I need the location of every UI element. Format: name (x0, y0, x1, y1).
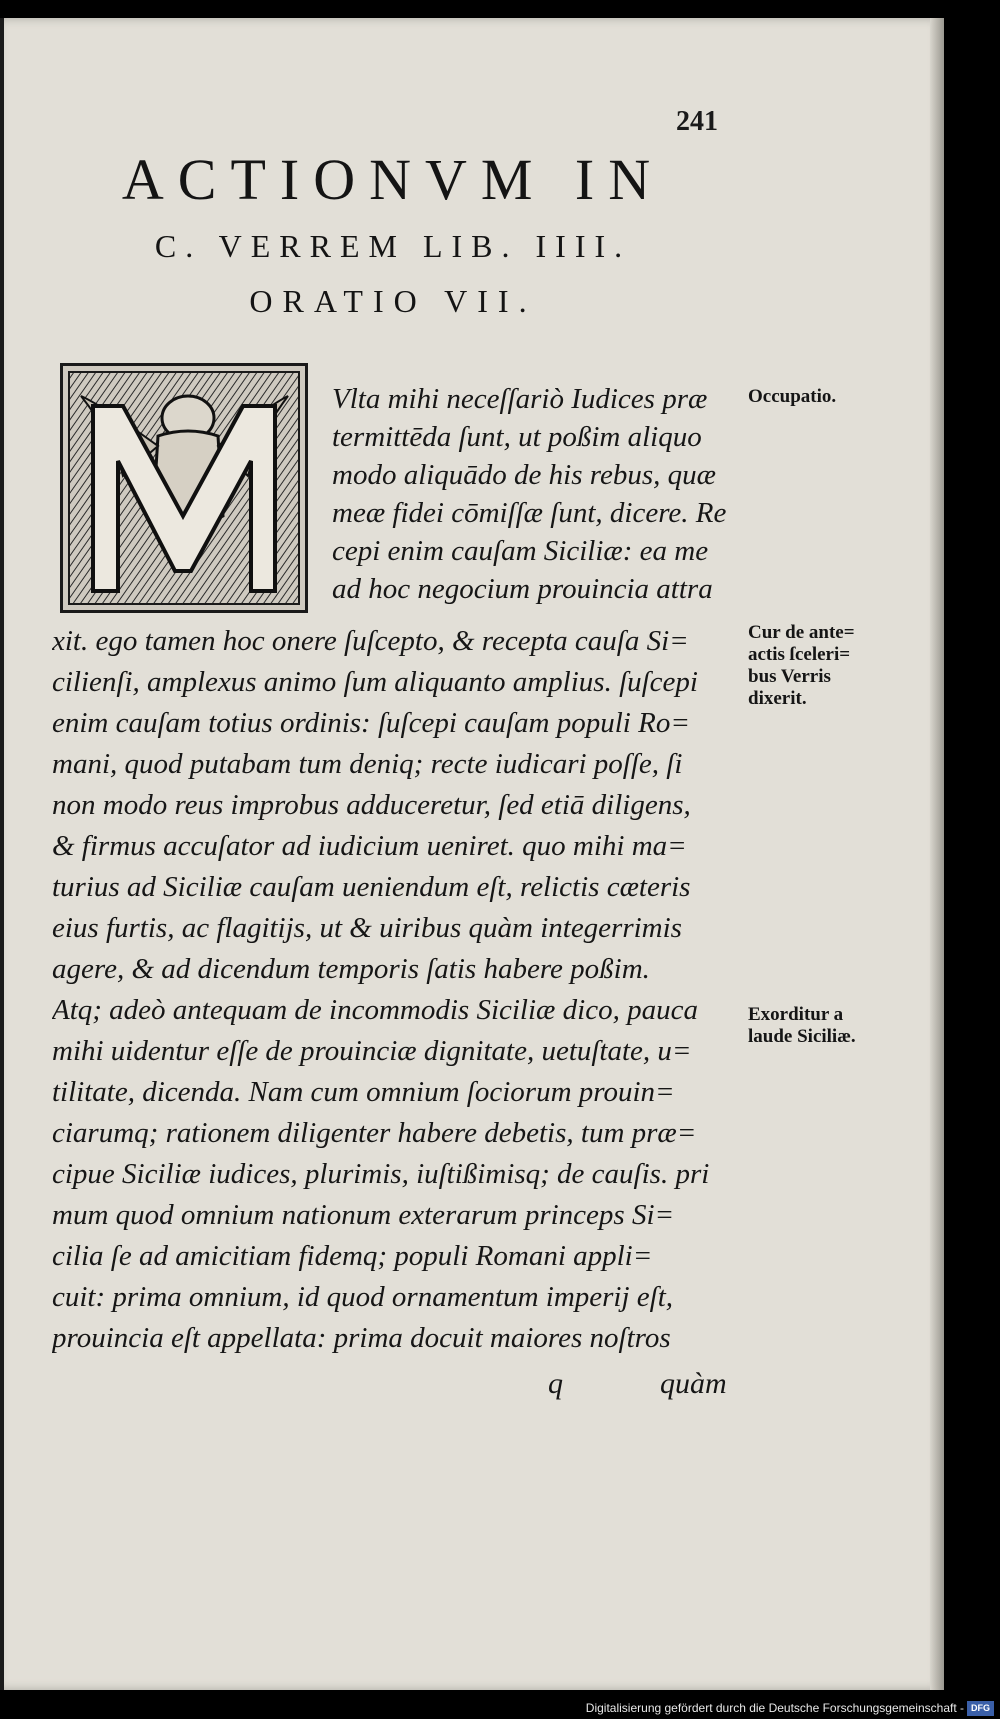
digitization-footer (0, 1698, 1000, 1719)
book-page (0, 18, 944, 1690)
margin-note-line: laude Siciliæ. (748, 1026, 856, 1047)
margin-note-line: Exorditur a (748, 1004, 844, 1025)
footer-text: Digitalisierung gefördert durch die Deutsche Forschungsgemeinschaft - (585, 1701, 964, 1715)
text-line: mum quod omnium nationum exterarum princeps Si= (52, 1199, 675, 1231)
folio-number: 241 (676, 106, 718, 137)
text-line: mihi uidentur eſſe de prouinciæ dignitate, uetuſtate, u= (52, 1035, 692, 1067)
text-line: enim cauſam totius ordinis: ſuſcepi cauſam populi Ro= (52, 707, 690, 739)
text-line: Vlta mihi neceſſariò Iudices præ (332, 383, 708, 415)
text-line: non modo reus improbus adduceretur, ſed etiā diligens, (52, 789, 691, 821)
eagle-woodcut-icon (63, 366, 305, 610)
signature-mark: q (548, 1367, 563, 1400)
margin-note-cur-de-anteactis (748, 622, 898, 710)
text-line: meæ fidei cōmiſſæ ſunt, dicere. Re (332, 497, 727, 529)
text-line: mani, quod putabam tum deniq; recte iudicari poſſe, ſi (52, 748, 683, 780)
margin-note-line: Occupatio. (748, 386, 837, 407)
text-line: turius ad Siciliæ cauſam ueniendum eſt, relictis cæteris (52, 871, 691, 903)
text-line: modo aliquādo de his rebus, quæ (332, 459, 716, 491)
decorated-initial-m (60, 363, 308, 613)
text-line: prouincia eſt appellata: prima docuit maiores noſtros (52, 1322, 671, 1354)
text-line: Atq; adeò antequam de incommodis Siciliæ dico, pauca (52, 994, 698, 1026)
text-line: xit. ego tamen hoc onere ſuſcepto, & recepta cauſa Si= (52, 625, 689, 657)
margin-note-line: actis ſceleri= (748, 644, 851, 665)
text-line: ciarumq; rationem diligenter habere debetis, tum præ= (52, 1117, 697, 1149)
text-line: cepi enim cauſam Siciliæ: ea me (332, 535, 709, 567)
margin-note-line: bus Verris (748, 666, 831, 687)
text-line: termittēda ſunt, ut poßim aliquo (332, 421, 702, 453)
margin-note-line: Cur de ante= (748, 622, 855, 643)
text-line: agere, & ad dicendum temporis ſatis habere poßim. (52, 953, 650, 985)
catchword: quàm (660, 1367, 727, 1400)
margin-note-occupatio (748, 386, 898, 408)
margin-note-exorditur (748, 1004, 898, 1048)
text-line: tilitate, dicenda. Nam cum omnium ſociorum prouin= (52, 1076, 675, 1108)
title-line-2: C. VERREM LIB. IIII. (154, 228, 632, 264)
title-line-1: ACTIONVM IN (121, 147, 665, 212)
title-line-3: ORATIO VII. (249, 283, 537, 319)
text-line: cuit: prima omnium, id quod ornamentum imperij eſt, (52, 1281, 674, 1313)
page-spine-shadow (930, 18, 944, 1690)
text-line: cipue Siciliæ iudices, plurimis, iuſtißimisq; de cauſis. pri (52, 1158, 710, 1190)
text-line: eius furtis, ac flagitijs, ut & uiribus quàm integerrimis (52, 912, 682, 944)
dfg-logo[interactable]: DFG (967, 1701, 994, 1716)
margin-note-line: dixerit. (748, 688, 807, 709)
text-line: cilienſi, amplexus animo ſum aliquanto amplius. ſuſcepi (52, 666, 698, 698)
text-line: cilia ſe ad amicitiam fidemq; populi Romani appli= (52, 1240, 653, 1272)
text-line: & firmus accuſator ad iudicium ueniret. quo mihi ma= (52, 830, 687, 862)
text-line: ad hoc negocium prouincia attra (332, 573, 713, 605)
